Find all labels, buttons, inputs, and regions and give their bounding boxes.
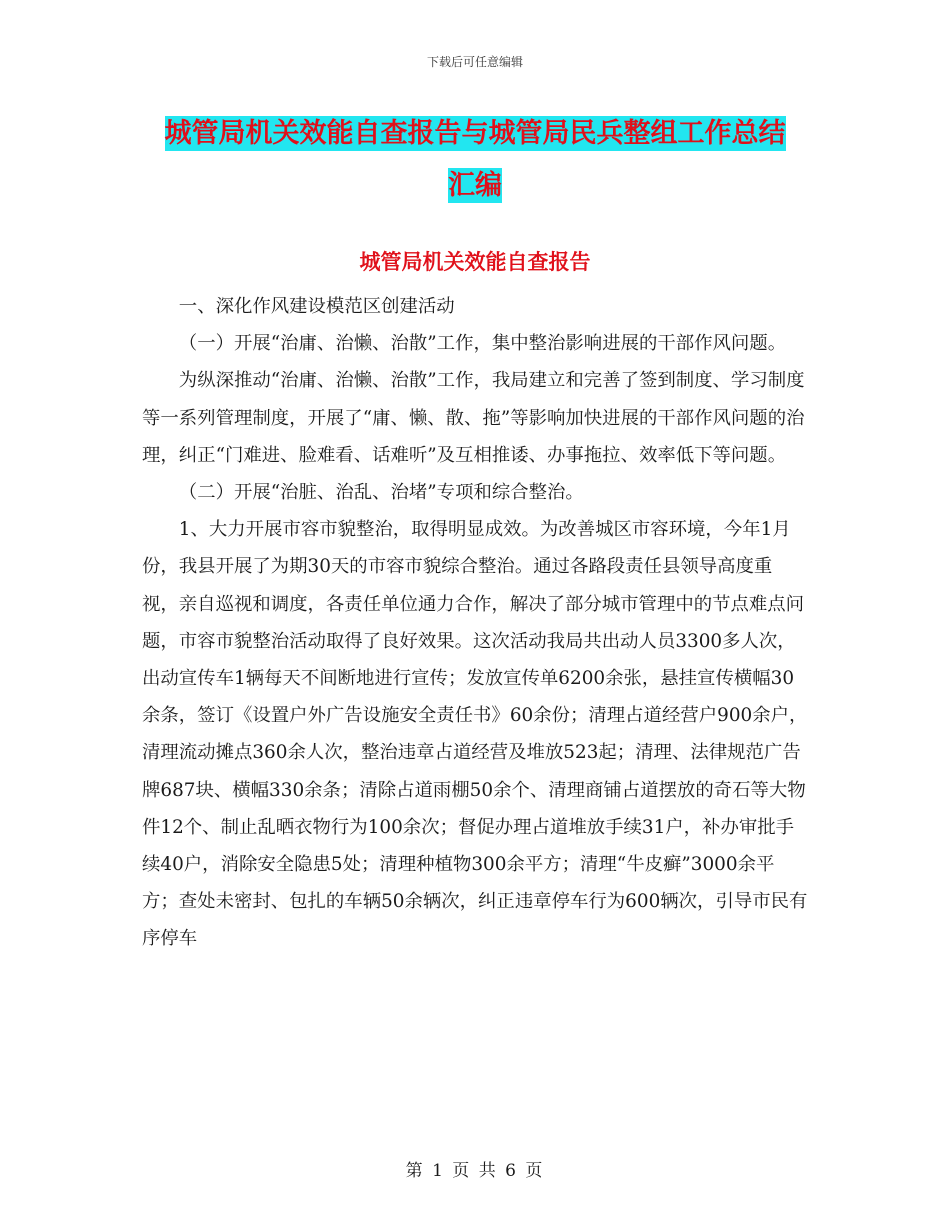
page-header-note: 下载后可任意编辑 — [426, 55, 523, 69]
document-title-line-1: 城管局机关效能自查报告与城管局民兵整组工作总结 — [164, 118, 786, 149]
page-number-footer: 第 1 页 共 6 页 — [405, 1161, 545, 1181]
paragraph-subheading-2: （二）开展“治脏、治乱、治堵”专项和综合整治。 — [178, 482, 584, 504]
paragraph-body-2: 1、大力开展市容市貌整治，取得明显成效。为改善城区市容环境，今年1月份，我县开展了为期30天的市容市貌综合整治。通过各路段责任县领导高度重视，亲自巡视和调度，各责任单位通力合作，解决了部分城市管理中的节点难点问题，市容市貌整治活动取得了良好效果。这次活动我局共出动人员3300多人次，出动宣传车1辆每天不间断地进行宣传；发放宣传单6200余张，悬挂宣传横幅30余条，签订《设置户外广告设施安全责任书》60余份；清理占道经营户900余户，清理流动摊点360余人次，整治违章占道经营及堆放523起；清理、法律规范广告牌687块、横幅330余条；清除占道雨棚50余个、清理商铺占道摆放的奇石等大物件12个、制止乱晒衣物行为100余次；督促办理占道堆放手续31户，补办审批手续40户，消除安全隐患5处；清理种植物300余平方；清理“牛皮癣”3000余平方；查处未密封、包扎的车辆50余辆次，纠正违章停车行为600辆次，引导市民有序停车 — [142, 519, 808, 950]
section-title: 城管局机关效能自查报告 — [359, 250, 591, 274]
document-title — [140, 108, 810, 212]
paragraph-subheading-1: （一）开展“治庸、治懒、治散”工作，集中整治影响进展的干部作风问题。 — [178, 333, 787, 355]
paragraph-body-1: 为纵深推动“治庸、治懒、治散”工作，我局建立和完善了签到制度、学习制度等一系列管理制度，开展了“庸、懒、散、拖”等影响加快进展的干部作风问题的治理，纠正“门难进、脸难看、话难听”及互相推诿、办事拖拉、效率低下等问题。 — [142, 370, 805, 466]
document-body — [142, 288, 808, 958]
paragraph-heading-1: 一、深化作风建设模范区创建活动 — [178, 296, 455, 317]
document-title-line-2: 汇编 — [448, 170, 502, 201]
